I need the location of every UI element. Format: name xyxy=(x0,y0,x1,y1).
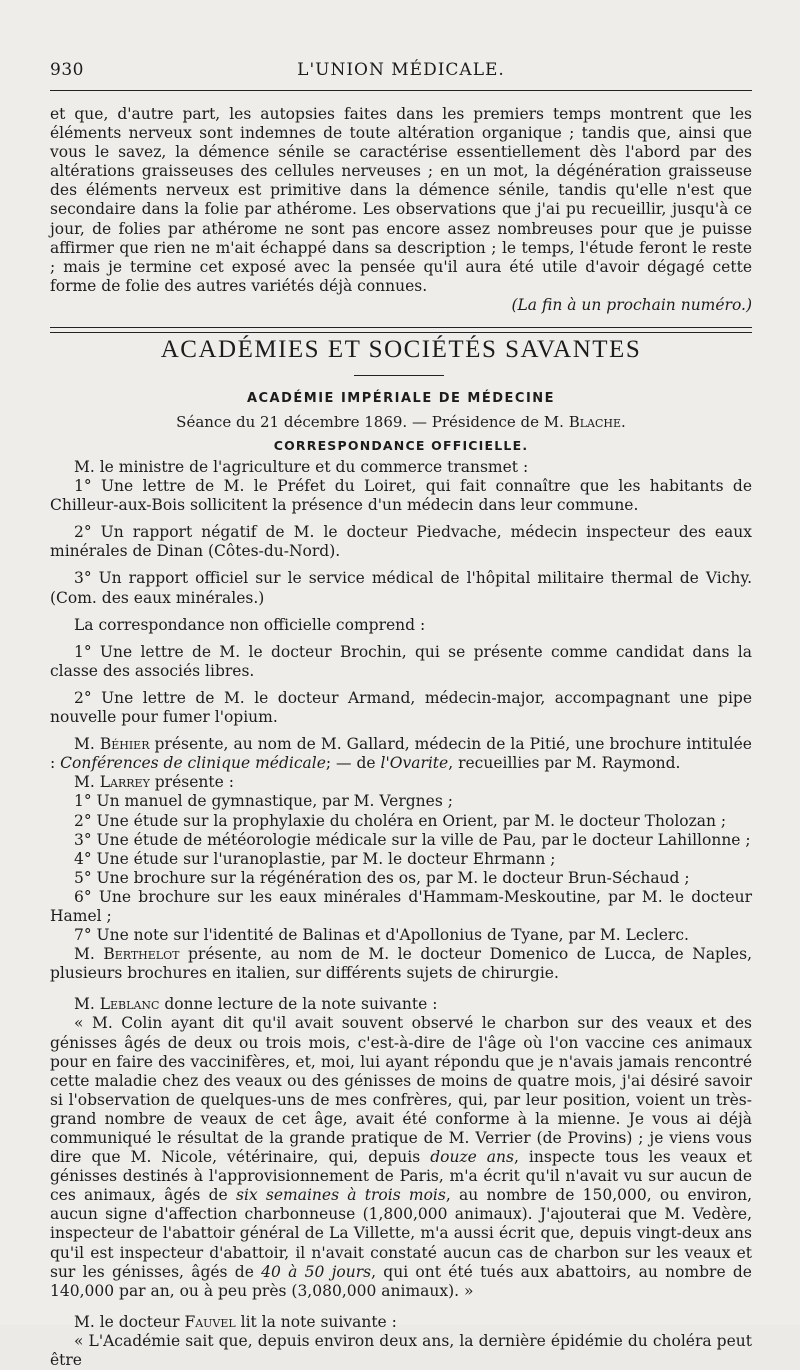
journal-title: L'UNION MÉDICALE. xyxy=(297,60,505,80)
spacer xyxy=(50,561,752,569)
behier-title-1: Conférences de clinique médicale xyxy=(60,754,326,773)
running-head xyxy=(50,60,752,86)
title-short-rule xyxy=(354,375,444,376)
spacer xyxy=(50,727,752,735)
leblanc-paragraph: M. Leblanc donne lecture de la note suivante : xyxy=(74,995,438,1014)
official-item-2: 2° Un rapport négatif de M. le docteur Piedvache, médecin inspecteur des eaux minérales de Dinan (Côtes-du-Nord). xyxy=(50,523,752,561)
spacer xyxy=(50,608,752,616)
speaker-larrey: Larrey xyxy=(99,773,150,792)
larrey-item: 3° Une étude de météorologie médicale sur la ville de Pau, par le docteur Lahillonne ; xyxy=(74,830,751,849)
speaker-leblanc: Leblanc xyxy=(99,995,160,1014)
session-line xyxy=(50,413,752,431)
president-name: Blache xyxy=(568,413,622,431)
fauvel-quote: « L'Académie sait que, depuis environ deux ans, la dernière épidémie du choléra peut être xyxy=(50,1331,752,1370)
quote-part: « M. Colin ayant dit qu'il avait souvent observé le charbon sur des veaux et des génisses âgés de deux ou trois mois, c'est-à-dire de l'âge où l'on vaccine ces animaux pour en faire des vaccinifères, et, moi, lui ayant répondu que je n'avais jamais rencontré cette maladie chez des veaux ou des génisses de moins de quatre mois, j'ai désiré savoir si l'observation de quelques-uns de mes confrères, qui, par leur position, voient un très-grand nombre de veaux de cet âge, avait été conforme à la mienne. Je vous ai déjà communiqué le résultat de la grande pratique de M. Verrier (de Provins) ; je viens vous dire que M. Nicole, vétérinaire, qui, depuis xyxy=(50,1014,752,1167)
fauvel-text: lit la note suivante : xyxy=(235,1312,397,1331)
correspondence-heading: CORRESPONDANCE OFFICIELLE. xyxy=(273,438,529,453)
behier-text-end: , recueillies par M. Raymond. xyxy=(448,754,681,773)
berthelot-paragraph: M. Berthelot présente, au nom de M. le docteur Domenico de Lucca, de Naples, plusieurs brochures en italien, sur différents sujets de chirurgie. xyxy=(50,945,752,983)
larrey-item: 2° Une étude sur la prophylaxie du choléra en Orient, par M. le docteur Tholozan ; xyxy=(74,811,727,830)
leblanc-quote xyxy=(50,1014,752,1300)
larrey-item: 7° Une note sur l'identité de Balinas et d'Apollonius de Tyane, par M. Leclerc. xyxy=(74,926,689,945)
spacer xyxy=(50,515,752,523)
larrey-text: présente : xyxy=(149,773,234,792)
larrey-item: 5° Une brochure sur la régénération des os, par M. le docteur Brun-Séchaud ; xyxy=(74,868,690,887)
larrey-item: 4° Une étude sur l'uranoplastie, par M. le docteur Ehrmann ; xyxy=(74,849,556,868)
quote-part: , inspecte tous les veaux et génisses destinés à l'approvisionnement de Paris, m'a écrit qu'il n'avait vu sur aucun de ces animaux, âgés de xyxy=(50,1148,752,1205)
behier-text: présente, au nom de M. Gallard, médecin de la Pitié, une brochure intitulée : xyxy=(50,735,752,773)
spacer xyxy=(50,1301,752,1313)
official-item-3: 3° Un rapport officiel sur le service médical de l'hôpital militaire thermal de Vichy. (Com. des eaux minérales.) xyxy=(50,569,752,607)
academy-heading: ACADÉMIE IMPÉRIALE DE MÉDECINE xyxy=(246,391,556,406)
official-item-1: 1° Une lettre de M. le Préfet du Loiret, qui fait connaître que les habitants de Chilleur-aux-Bois sollicitent la présence d'un médecin dans leur commune. xyxy=(50,477,752,515)
speaker-fauvel: Fauvel xyxy=(184,1312,236,1331)
quote-italic: six semaines à trois mois xyxy=(235,1186,446,1205)
behier-paragraph: M. Béhier présente, au nom de M. Gallard, médecin de la Pitié, une brochure intitulée : Conférences de clinique médicale; — de l'Ovarite, recueillies par M. Raymond. xyxy=(50,735,752,773)
speaker-behier: Béhier xyxy=(99,735,150,754)
spacer xyxy=(50,681,752,689)
leblanc-text: donne lecture de la note suivante : xyxy=(159,995,438,1014)
continuation-block xyxy=(50,105,752,315)
quote-italic: 40 à 50 jours xyxy=(261,1262,372,1281)
quote-part: , au nombre de 150,000, ou environ, aucun signe d'affection charbonneuse (1,800,000 animaux). J'ajouterai que M. Vedère, inspecteur de l'abattoir général de La Villette, m'a aussi écrit que, depuis vingt-deux ans qu'il est inspecteur d'abattoir, il n'avait constaté aucun cas de charbon sur les veaux et sur les génisses, âgés de xyxy=(50,1186,752,1281)
spacer xyxy=(50,983,752,995)
header-rule xyxy=(50,90,752,91)
quote-part: , qui ont été tués aux abattoirs, au nombre de 140,000 par an, ou à peu près (3,080,000 animaux). » xyxy=(50,1262,752,1300)
berthelot-text: présente, au nom de M. le docteur Domenico de Lucca, de Naples, plusieurs brochures en italien, sur différents sujets de chirurgie. xyxy=(50,945,752,983)
section-title: ACADÉMIES ET SOCIÉTÉS SAVANTES xyxy=(160,336,642,363)
behier-title-2: l'Ovarite xyxy=(380,754,449,773)
quote-italic: douze ans xyxy=(430,1148,514,1167)
unofficial-item-2: 2° Une lettre de M. le docteur Armand, médecin-major, accompagnant une pipe nouvelle pour fumer l'opium. xyxy=(50,688,752,727)
unofficial-item-1: 1° Une lettre de M. le docteur Brochin, qui se présente comme candidat dans la classe des associés libres. xyxy=(50,642,752,680)
minutes-body xyxy=(50,458,752,1370)
continuation-signature: (La fin à un prochain numéro.) xyxy=(511,295,752,314)
larrey-item: 6° Une brochure sur les eaux minérales d'Hammam-Meskoutine, par M. le docteur Hamel ; xyxy=(50,887,752,925)
behier-separator: ; — de xyxy=(325,754,381,773)
session-prefix: Séance du 21 décembre 1869. — Présidence de M. xyxy=(176,413,564,431)
page-number: 930 xyxy=(50,60,84,80)
fauvel-paragraph: M. le docteur Fauvel lit la note suivante : xyxy=(74,1312,397,1331)
spacer xyxy=(50,635,752,643)
unofficial-paragraph: La correspondance non officielle comprend : xyxy=(74,615,426,634)
session-suffix: . xyxy=(621,413,626,431)
larrey-paragraph: M. Larrey présente : xyxy=(74,773,234,792)
larrey-item: 1° Un manuel de gymnastique, par M. Vergnes ; xyxy=(74,792,453,811)
speaker-berthelot: Berthelot xyxy=(103,945,180,964)
continuation-paragraph: et que, d'autre part, les autopsies faites dans les premiers temps montrent que les éléments nerveux sont indemnes de toute altération organique ; tandis que, ainsi que vous le savez, la démence sénile se caractérise essentiellement dès l'abord par des altérations graisseuses des cellules nerveuses ; en un mot, la dégénération graisseuse des éléments nerveux est primitive dans la démence sénile, tandis qu'elle n'est que secondaire dans la folie par athérome. Les observations que j'ai pu recueillir, jusqu'à ce jour, de folies par athérome ne sont pas encore assez nombreuses pour que je puisse affirmer que rien ne m'ait échappé dans sa description ; le temps, l'étude feront le reste ; mais je termine cet exposé avec la pensée qu'il aura été utile d'avoir dégagé cette forme de folie des autres variétés déjà connues. xyxy=(50,105,752,295)
minister-paragraph: M. le ministre de l'agriculture et du commerce transmet : xyxy=(74,458,529,476)
section-divider xyxy=(50,327,752,333)
